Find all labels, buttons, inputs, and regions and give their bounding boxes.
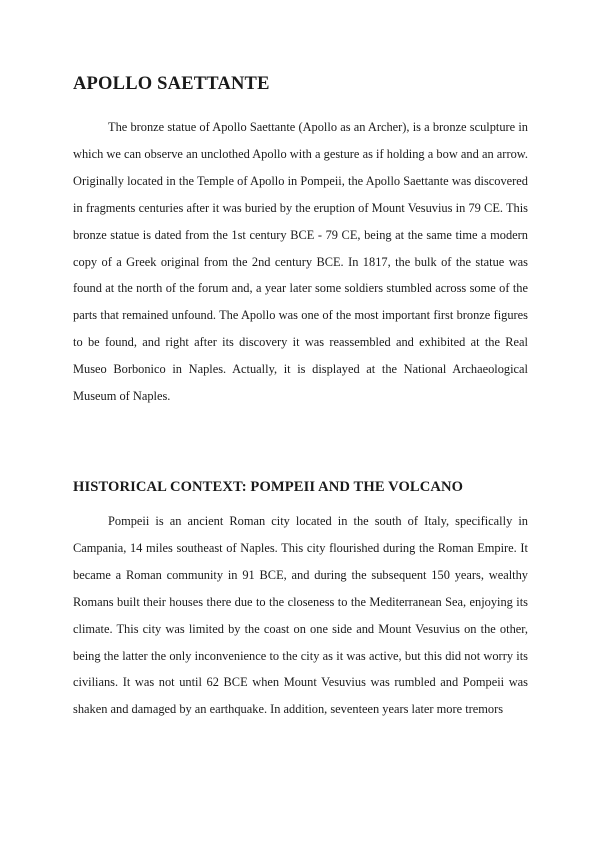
section-paragraph: Pompeii is an ancient Roman city located in the south of Italy, specifically in Campania, 14 miles southeast of Naples. This city flourished during the Roman Empire. It became a Roman community in 91 BCE, and during the subsequent 150 years, wealthy Romans built their houses there due to the closeness to the Mediterranean Sea, enjoying its climate. This city was limited by the coast on one side and Mount Vesuvius on the other, being the latter the only inconvenience to the city as it was active, but this did not worry its civilians. It was not until 62 BCE when Mount Vesuvius was rumbled and Pompeii was shaken and damaged by an earthquake. In addition, seventeen years later more tremors <box>73 514 528 717</box>
document-title: APOLLO SAETTANTE <box>73 74 270 94</box>
section-heading: HISTORICAL CONTEXT: POMPEII AND THE VOLCANO <box>73 479 464 495</box>
intro-paragraph: The bronze statue of Apollo Saettante (Apollo as an Archer), is a bronze sculpture in which we can observe an unclothed Apollo with a gesture as if holding a bow and an arrow. Originally located in the Temple of Apollo in Pompeii, the Apollo Saettante was discovered in fragments centuries after it was buried by the eruption of Mount Vesuvius in 79 CE. This bronze statue is dated from the 1st century BCE - 79 CE, being at the same time a modern copy of a Greek original from the 2nd century BCE. In 1817, the bulk of the statue was found at the north of the forum and, a year later some soldiers stumbled across some of the parts that remained unfound. The Apollo was one of the most important first bronze figures to be found, and right after its discovery it was reassembled and exhibited at the Real Museo Borbonico in Naples. Actually, it is displayed at the National Archaeological Museum of Naples. <box>73 120 528 404</box>
